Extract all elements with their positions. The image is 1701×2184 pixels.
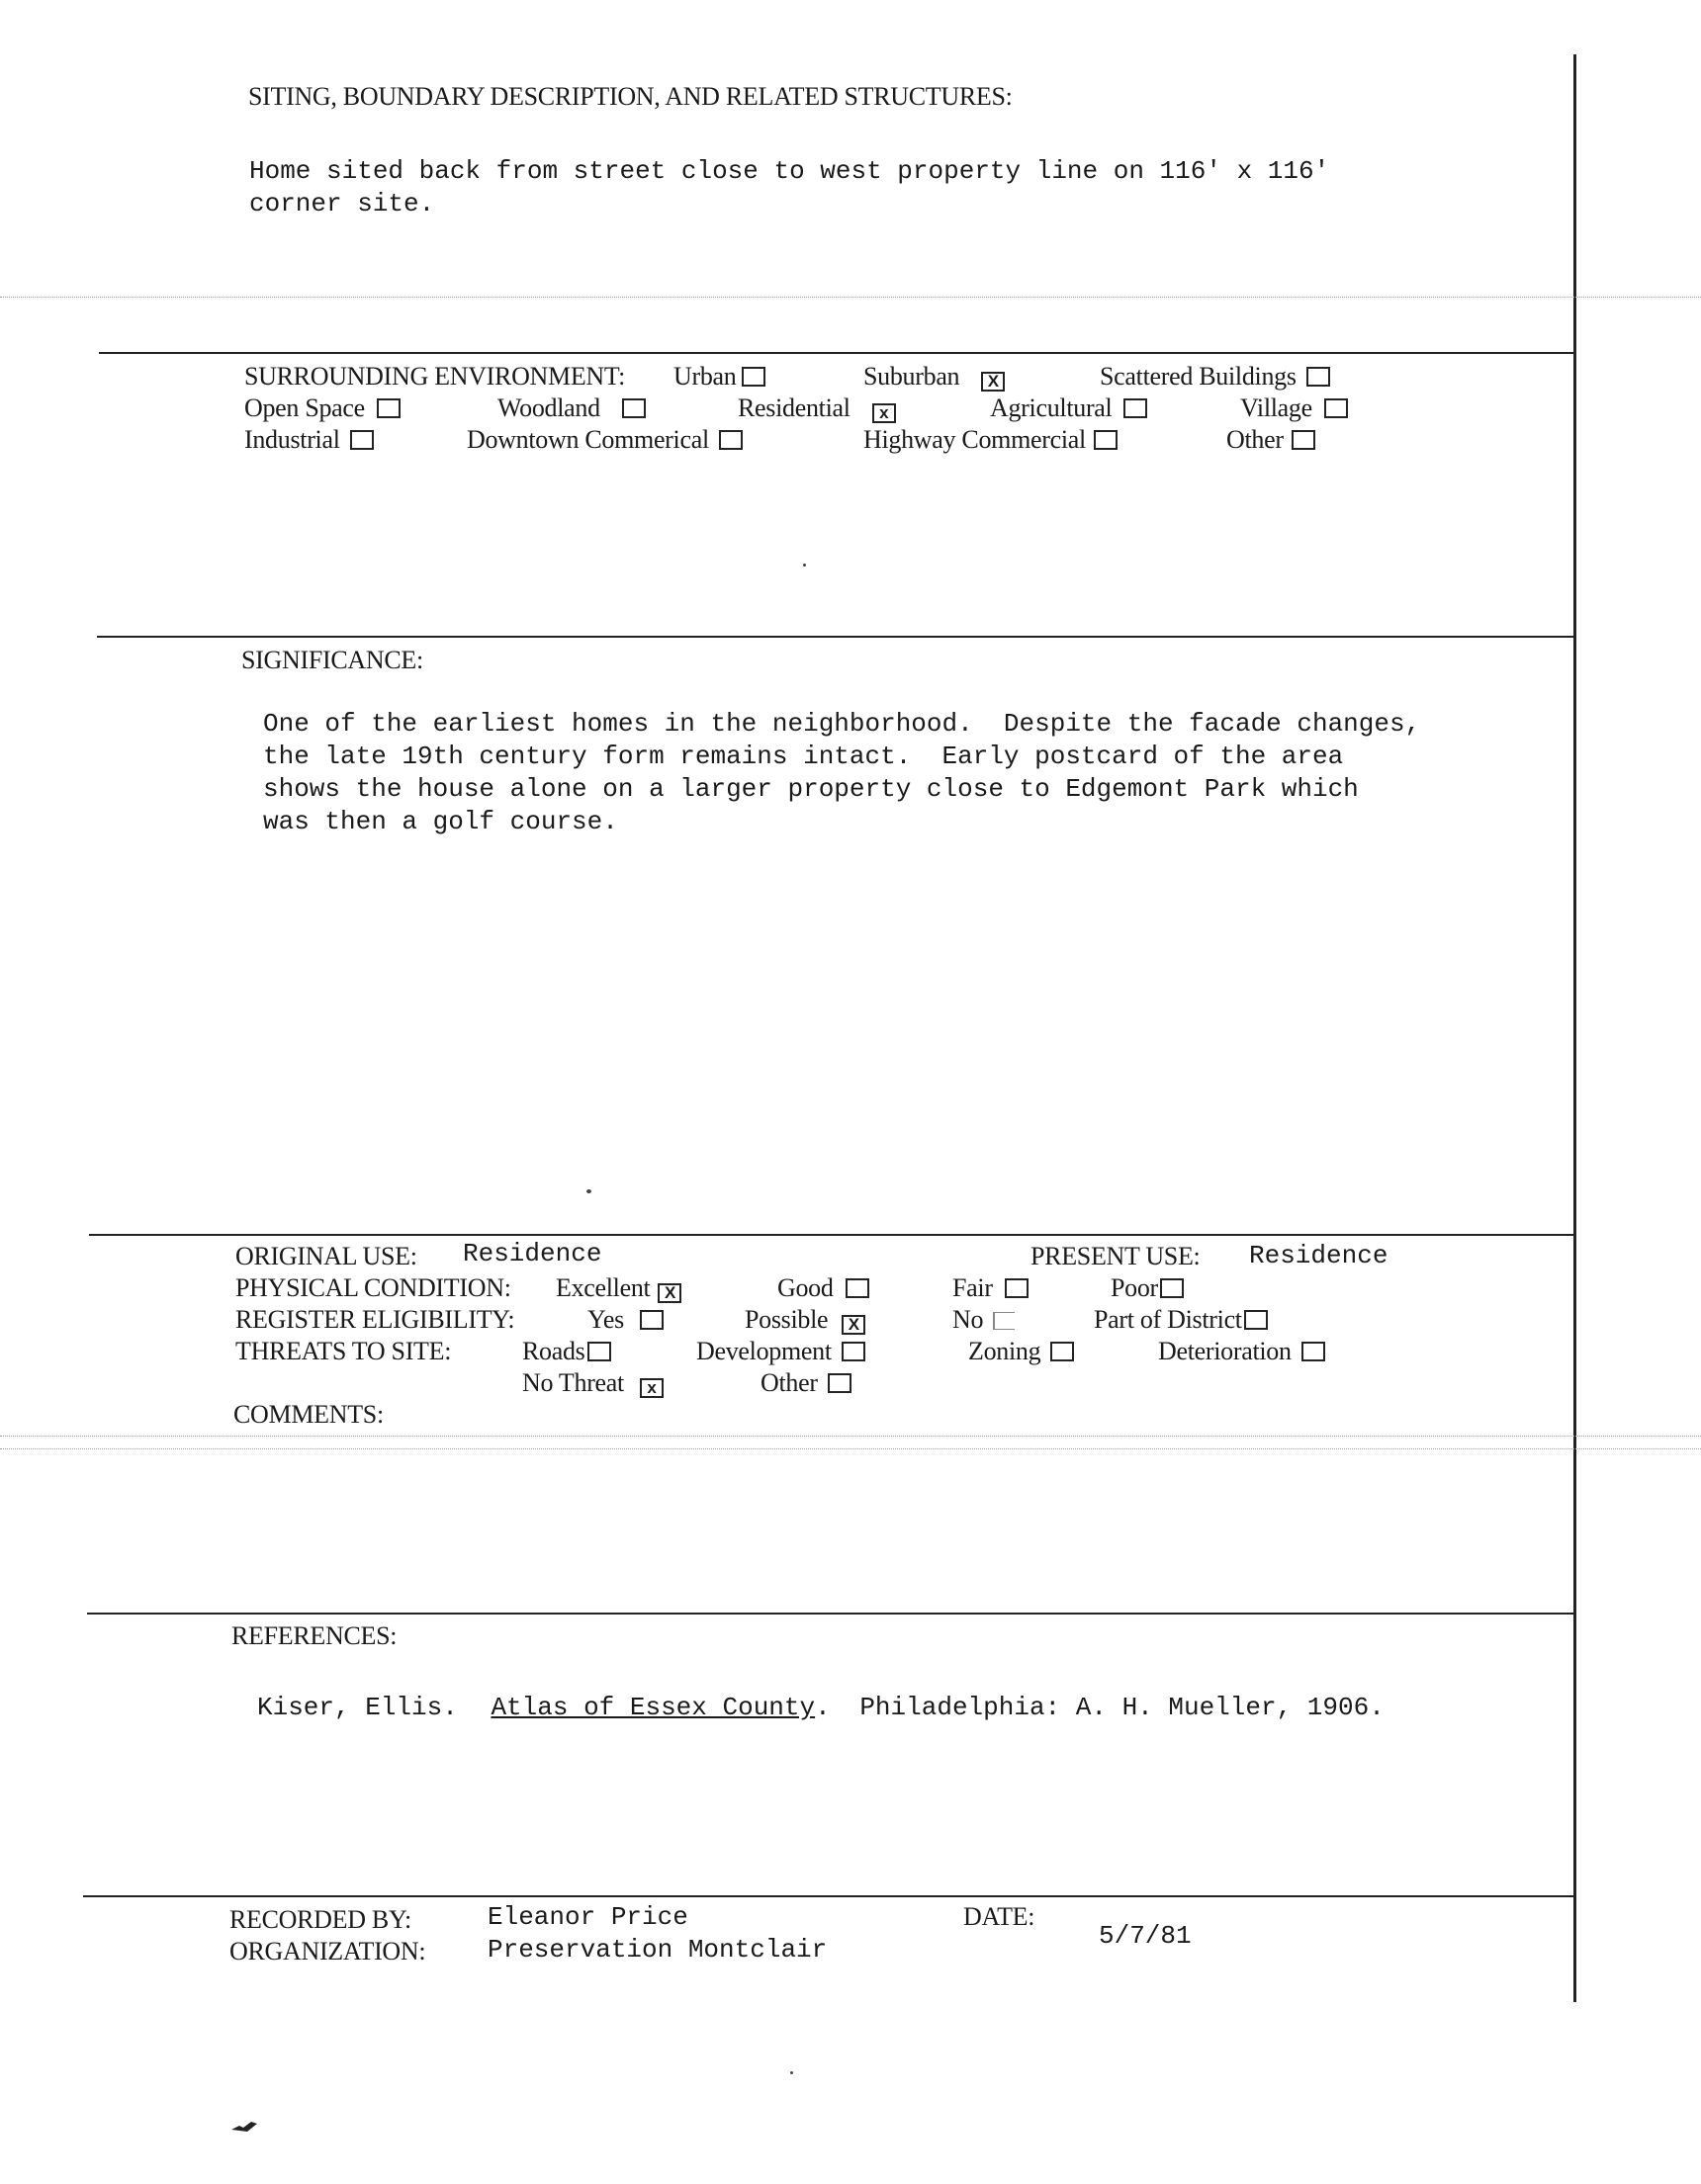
recorded-by-value: Eleanor Price <box>488 1902 688 1932</box>
env-residential <box>738 393 896 423</box>
threat-zoning <box>968 1337 1074 1366</box>
original-use-value: Residence <box>463 1239 602 1268</box>
env-suburban <box>863 362 1005 392</box>
env-other <box>1226 425 1315 455</box>
divider-3 <box>89 1234 1573 1236</box>
scan-speck <box>803 564 806 567</box>
condition-poor-label: Poor <box>1111 1273 1158 1302</box>
eligibility-possible <box>745 1305 865 1335</box>
env-suburban-checkbox[interactable]: X <box>981 372 1005 392</box>
env-highway <box>863 425 1118 455</box>
significance-heading: SIGNIFICANCE: <box>241 646 423 674</box>
threat-development-label: Development <box>696 1337 832 1365</box>
eligibility-no-label: No <box>952 1305 984 1334</box>
env-village-checkbox[interactable] <box>1324 398 1348 418</box>
env-agricultural-checkbox[interactable] <box>1123 398 1147 418</box>
threat-no-threat-checkbox[interactable]: x <box>640 1378 664 1398</box>
significance-line-2: the late 19th century form remains intact. Early postcard of the area <box>263 742 1344 771</box>
siting-line-2: corner site. <box>249 189 435 218</box>
condition-fair-label: Fair <box>952 1273 993 1302</box>
scan-speck <box>790 2071 793 2074</box>
env-urban <box>673 362 765 392</box>
divider-2 <box>97 636 1573 638</box>
env-agricultural <box>990 393 1147 423</box>
threat-roads-checkbox[interactable] <box>587 1342 611 1361</box>
condition-fair <box>952 1273 1029 1303</box>
physical-condition-label: PHYSICAL CONDITION: <box>235 1273 511 1302</box>
date-label: DATE: <box>963 1902 1035 1931</box>
env-urban-label: Urban <box>673 362 737 391</box>
threat-roads-label: Roads <box>522 1337 585 1365</box>
eligibility-district <box>1094 1305 1268 1335</box>
eligibility-possible-label: Possible <box>745 1305 829 1334</box>
env-other-checkbox[interactable] <box>1292 430 1315 450</box>
scan-artifact-line <box>0 1436 1701 1437</box>
threat-development-checkbox[interactable] <box>842 1342 865 1361</box>
eligibility-yes-label: Yes <box>587 1305 624 1334</box>
condition-good-label: Good <box>777 1273 834 1302</box>
siting-line-1: Home sited back from street close to west property line on 116' x 116' <box>249 156 1330 186</box>
env-industrial-label: Industrial <box>244 425 340 454</box>
env-village <box>1240 393 1348 423</box>
env-village-label: Village <box>1240 393 1312 422</box>
reference-title: Atlas of Essex County <box>491 1693 816 1722</box>
threat-other-checkbox[interactable] <box>828 1373 851 1393</box>
present-use-value: Residence <box>1249 1241 1388 1270</box>
condition-good <box>777 1273 869 1303</box>
divider-5 <box>83 1895 1573 1897</box>
eligibility-no-checkbox[interactable] <box>993 1312 1015 1330</box>
scan-artifact-line <box>0 1448 1701 1449</box>
divider-1 <box>99 352 1573 354</box>
siting-heading: SITING, BOUNDARY DESCRIPTION, AND RELATED STRUCTURES: <box>248 82 1013 111</box>
pen-mark-icon <box>229 2116 261 2136</box>
threat-deterioration-label: Deterioration <box>1158 1337 1292 1365</box>
significance-line-4: was then a golf course. <box>263 807 618 836</box>
env-scattered-label: Scattered Buildings <box>1100 362 1297 391</box>
recorded-by-label: RECORDED BY: <box>229 1905 411 1934</box>
reference-publisher: Philadelphia: A. H. Mueller, 1906. <box>859 1693 1385 1722</box>
eligibility-district-checkbox[interactable] <box>1244 1310 1268 1330</box>
threat-deterioration <box>1158 1337 1325 1366</box>
environment-heading: SURROUNDING ENVIRONMENT: <box>244 362 626 391</box>
eligibility-yes <box>587 1305 664 1335</box>
right-border <box>1573 54 1576 2002</box>
condition-poor-checkbox[interactable] <box>1160 1278 1184 1298</box>
condition-excellent-label: Excellent <box>556 1273 651 1302</box>
threat-zoning-checkbox[interactable] <box>1050 1342 1074 1361</box>
env-residential-checkbox[interactable]: x <box>872 403 896 423</box>
env-agricultural-label: Agricultural <box>990 393 1113 422</box>
date-value: 5/7/81 <box>1099 1921 1192 1951</box>
references-heading: REFERENCES: <box>231 1621 398 1650</box>
threat-other-label: Other <box>761 1368 818 1397</box>
scan-speck <box>586 1189 591 1193</box>
reference-entry: Kiser, Ellis. Atlas of Essex County. Philadelphia: A. H. Mueller, 1906. <box>257 1693 1385 1722</box>
original-use-label: ORIGINAL USE: <box>235 1242 417 1270</box>
threats-label: THREATS TO SITE: <box>235 1337 452 1365</box>
condition-poor <box>1111 1273 1184 1303</box>
env-suburban-label: Suburban <box>863 362 960 391</box>
env-open-space-label: Open Space <box>244 393 365 422</box>
threat-development <box>696 1337 865 1366</box>
scan-artifact-line <box>0 297 1701 298</box>
eligibility-yes-checkbox[interactable] <box>640 1310 664 1330</box>
env-industrial-checkbox[interactable] <box>350 430 374 450</box>
eligibility-no <box>952 1305 1015 1335</box>
env-open-space <box>244 393 401 423</box>
env-downtown <box>467 425 743 455</box>
env-highway-label: Highway Commercial <box>863 425 1086 454</box>
condition-excellent-checkbox[interactable]: X <box>658 1283 681 1303</box>
env-highway-checkbox[interactable] <box>1094 430 1118 450</box>
env-other-label: Other <box>1226 425 1284 454</box>
organization-value: Preservation Montclair <box>488 1935 828 1965</box>
env-residential-label: Residential <box>738 393 850 422</box>
organization-label: ORGANIZATION: <box>229 1937 426 1966</box>
env-industrial <box>244 425 374 455</box>
env-woodland <box>497 393 646 423</box>
threat-no-threat <box>522 1368 664 1398</box>
present-use-label: PRESENT USE: <box>1030 1242 1201 1270</box>
env-woodland-checkbox[interactable] <box>622 398 646 418</box>
threat-other <box>761 1368 851 1398</box>
register-eligibility-label: REGISTER ELIGIBILITY: <box>235 1305 515 1334</box>
eligibility-district-label: Part of District <box>1094 1305 1242 1334</box>
reference-author: Kiser, Ellis. <box>257 1693 458 1722</box>
env-scattered-checkbox[interactable] <box>1306 367 1330 387</box>
significance-line-3: shows the house alone on a larger property close to Edgemont Park which <box>263 774 1359 804</box>
threat-deterioration-checkbox[interactable] <box>1301 1342 1325 1361</box>
significance-line-1: One of the earliest homes in the neighborhood. Despite the facade changes, <box>263 709 1421 739</box>
threat-no-threat-label: No Threat <box>522 1368 624 1397</box>
env-woodland-label: Woodland <box>497 393 600 422</box>
divider-4 <box>87 1613 1573 1615</box>
env-downtown-label: Downtown Commerical <box>467 425 709 454</box>
threat-zoning-label: Zoning <box>968 1337 1041 1365</box>
env-downtown-checkbox[interactable] <box>719 430 743 450</box>
env-open-space-checkbox[interactable] <box>377 398 401 418</box>
condition-excellent <box>556 1273 681 1303</box>
condition-good-checkbox[interactable] <box>846 1278 869 1298</box>
env-scattered <box>1100 362 1330 392</box>
comments-heading: COMMENTS: <box>233 1400 384 1429</box>
threat-roads <box>522 1337 611 1366</box>
eligibility-possible-checkbox[interactable]: X <box>842 1315 865 1335</box>
env-urban-checkbox[interactable] <box>742 367 765 387</box>
condition-fair-checkbox[interactable] <box>1005 1278 1029 1298</box>
